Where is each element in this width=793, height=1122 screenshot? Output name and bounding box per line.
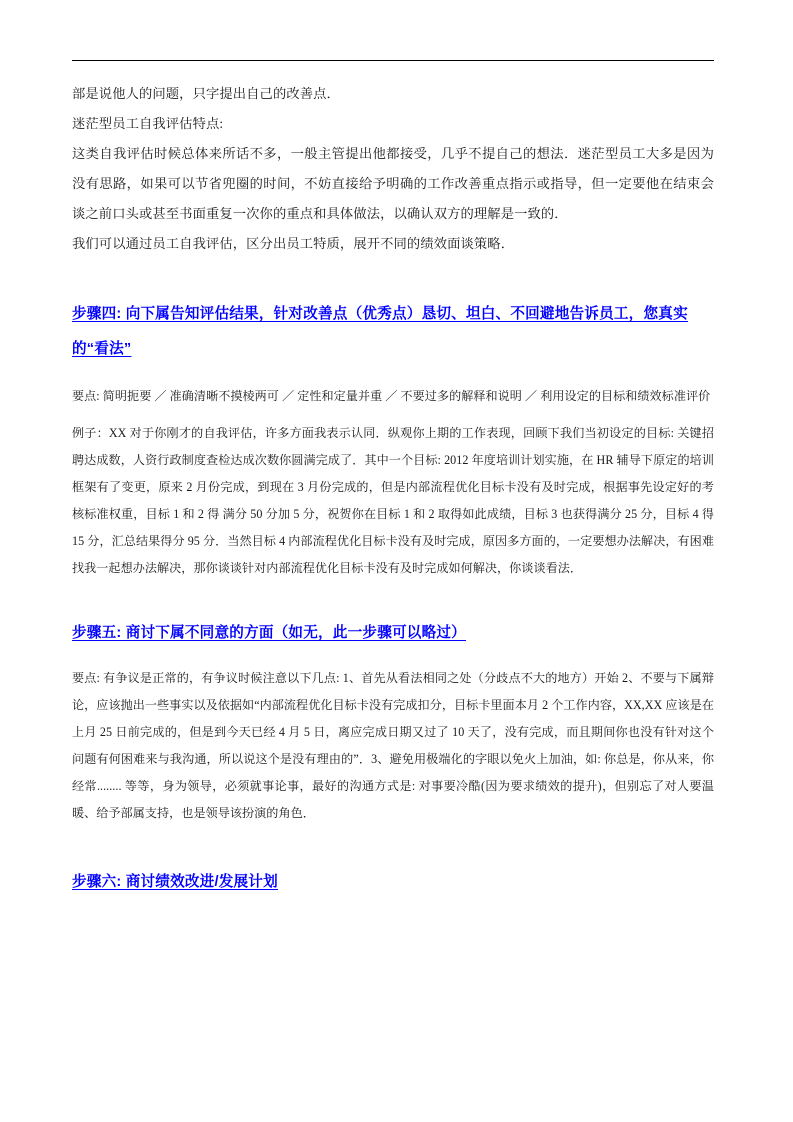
intro-paragraph-1: 部是说他人的问题，只字提出自己的改善点． <box>72 86 340 101</box>
intro-paragraph-2: 迷茫型员工自我评估特点: <box>72 116 224 131</box>
intro-paragraph-4: 我们可以通过员工自我评估，区分出员工特质，展开不同的绩效面谈策略． <box>72 236 515 251</box>
intro-paragraph-3: 这类自我评估时候总体来所话不多，一般主管提出他都接受，几乎不提自己的想法．迷茫型员工大多是因为没有思路，如果可以节省兜圈的时间，不妨直接给予明确的工作改善重点指示或指导，但一定要他在结束会谈之前口头或甚至书面重复一次你的重点和具体做法，以确认双方的理解是一致的． <box>72 146 714 221</box>
heading-step-six <box>72 865 714 900</box>
step-four-example: 例子：XX 对于你刚才的自我评估，许多方面我表示认同．纵观你上期的工作表现，回顾下我们当初设定的目标: 关键招聘达成数，人资行政制度查检达成次数你圆满完成了．其中一个目标: 2012 年度培训计划实施，在 HR 辅导下原定的培训框架有了变更，原来 2 月份完成，到现在 3 月份完成的，但是内部流程优化目标卡没有及时完成，根据事先设定好的考核标准权重，目标 1 和 2 得 满分 50 分加 5 分，祝贺你在目标 1 和 2 取得如此成绩，目标 3 也获得满分 25 分，目标 4 得 15 分，汇总结果得分 95 分．当然目标 4 内部流程优化目标卡没有及时完成，原因多方面的，一定要想办法解决，有困难找我一起想办法解决，那你谈谈针对内部流程优化目标卡没有及时完成如何解决，你谈谈看法． <box>72 426 714 575</box>
spacer <box>72 410 714 420</box>
spacer <box>72 827 714 865</box>
heading-step-six-text: 步骤六: 商讨绩效改进/发展计划 <box>72 874 278 890</box>
spacer <box>72 259 714 297</box>
spacer <box>72 582 714 616</box>
heading-step-five-text: 步骤五: 商讨下属不同意的方面（如无，此一步骤可以略过） <box>72 625 466 641</box>
header-divider <box>72 60 714 61</box>
heading-step-five <box>72 616 714 651</box>
document-body <box>72 60 714 900</box>
spacer <box>72 651 714 665</box>
heading-step-four-text: 步骤四: 向下属告知评估结果，针对改善点（优秀点）恳切、坦白、不回避地告诉员工，您真实的“看法” <box>72 306 688 357</box>
step-five-points: 要点: 有争议是正常的，有争议时候注意以下几点: 1、首先从看法相同之处（分歧点不大的地方）开始 2、不要与下属辩论，应该抛出一些事实以及依据如“内部流程优化目标卡没有完成扣分，目标卡里面本月 2 个工作内容，XX,XX 应该是在上月 25 日前完成的，但是到今天已经 4 月 5 日，离应完成日期又过了 10 天了，没有完成，而且期间你也没有针对这个问题有何困难来与我沟通，所以说这个是没有理由的”．3、避免用极端化的字眼以免火上加油，如: 你总是，你从来，你经常........ 等等，身为领导，必须就事论事，最好的沟通方式是: 对事要冷酷(因为要求绩效的提升)，但别忘了对人要温暖、给予部属支持，也是领导该扮演的角色． <box>72 671 714 820</box>
heading-step-four <box>72 297 714 367</box>
spacer <box>72 367 714 383</box>
step-four-points: 要点: 简明扼要 ／ 准确清晰不摸棱两可 ／ 定性和定量并重 ／ 不要过多的解释和说明 ／ 利用设定的目标和绩效标准评价 <box>72 389 711 403</box>
